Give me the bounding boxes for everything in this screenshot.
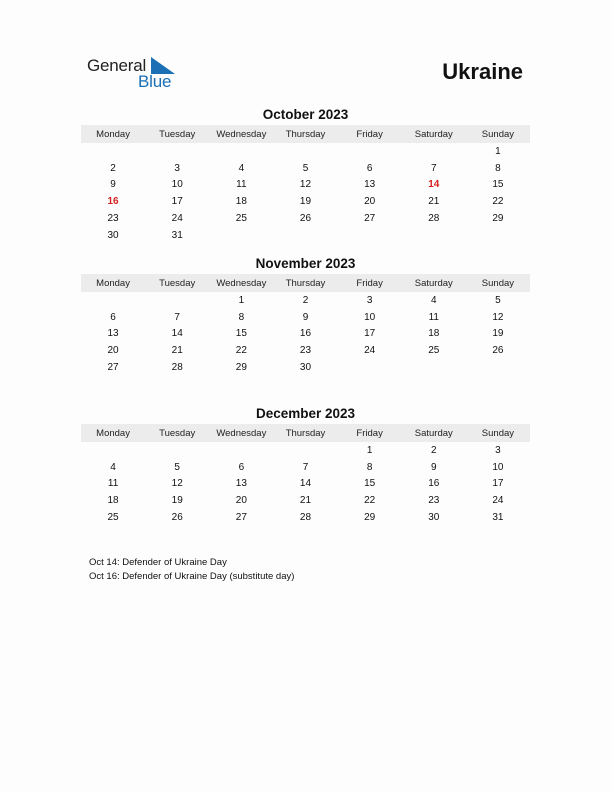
weekday-label: Saturday bbox=[414, 427, 453, 439]
day-cell: 15 bbox=[235, 328, 247, 340]
day-cell: 7 bbox=[302, 461, 309, 473]
week-row bbox=[81, 509, 530, 526]
weekday-label: Friday bbox=[356, 277, 383, 289]
day-cell: 27 bbox=[107, 362, 119, 374]
day-cell: 12 bbox=[171, 478, 183, 490]
weekday-label: Friday bbox=[356, 128, 383, 140]
day-cell: 19 bbox=[492, 328, 504, 340]
month-calendar-december bbox=[81, 404, 530, 526]
day-cell: 7 bbox=[430, 162, 437, 174]
day-cell: 20 bbox=[235, 495, 247, 507]
month-title: November 2023 bbox=[255, 256, 356, 271]
day-cell: 21 bbox=[428, 196, 440, 208]
day-cell: 10 bbox=[364, 311, 376, 323]
weekday-label: Saturday bbox=[414, 277, 453, 289]
day-cell: 8 bbox=[366, 461, 373, 473]
week-row bbox=[81, 492, 530, 509]
day-cell: 24 bbox=[171, 213, 183, 225]
week-row bbox=[81, 359, 530, 376]
day-cell: 21 bbox=[299, 495, 312, 507]
day-cell: 24 bbox=[492, 495, 504, 507]
day-cell: 5 bbox=[302, 162, 309, 174]
day-cell: 14 bbox=[299, 478, 312, 490]
weekday-label: Friday bbox=[356, 427, 383, 439]
holiday-note: Oct 14: Defender of Ukraine Day bbox=[89, 557, 227, 568]
day-cell: 14 bbox=[171, 328, 183, 340]
day-cell: 10 bbox=[492, 461, 504, 473]
day-cell: 11 bbox=[428, 311, 439, 323]
day-cell: 28 bbox=[428, 213, 440, 225]
holiday-notes bbox=[89, 556, 294, 584]
day-cell: 2 bbox=[110, 162, 116, 174]
day-cell: 27 bbox=[364, 213, 376, 225]
day-cell: 15 bbox=[364, 478, 376, 490]
day-cell: 22 bbox=[492, 196, 504, 208]
week-row bbox=[81, 143, 530, 160]
day-cell: 12 bbox=[492, 311, 504, 323]
day-cell: 30 bbox=[428, 512, 440, 524]
weekday-label: Sunday bbox=[481, 427, 515, 439]
day-cell: 15 bbox=[492, 179, 504, 191]
day-cell: 17 bbox=[171, 196, 183, 208]
day-cell: 13 bbox=[107, 328, 119, 340]
day-cell: 2 bbox=[302, 294, 309, 306]
day-cell: 26 bbox=[492, 345, 504, 357]
day-cell: 7 bbox=[174, 311, 180, 323]
weekday-label: Wednesday bbox=[216, 128, 267, 140]
logo-text-blue: Blue bbox=[138, 72, 172, 91]
day-cell: 6 bbox=[110, 311, 116, 323]
day-cell: 17 bbox=[492, 478, 504, 490]
weekday-header-row bbox=[81, 125, 530, 143]
day-cell: 12 bbox=[299, 179, 312, 191]
holiday-note: Oct 16: Defender of Ukraine Day (substitute day) bbox=[89, 571, 295, 582]
day-cell: 13 bbox=[235, 478, 247, 490]
day-cell: 2 bbox=[430, 444, 437, 456]
day-cell: 9 bbox=[110, 179, 116, 191]
weekday-label: Monday bbox=[96, 427, 130, 439]
day-cell: 16 bbox=[299, 328, 312, 340]
day-cell: 31 bbox=[171, 229, 183, 241]
day-cell: 29 bbox=[235, 362, 247, 374]
day-cell: 19 bbox=[171, 495, 183, 507]
day-cell: 18 bbox=[235, 196, 247, 208]
day-cell: 17 bbox=[364, 328, 376, 340]
day-cell: 31 bbox=[492, 512, 504, 524]
month-title: October 2023 bbox=[262, 107, 349, 122]
day-cell: 22 bbox=[235, 345, 247, 357]
day-cell: 1 bbox=[495, 145, 501, 157]
day-cell: 28 bbox=[299, 512, 312, 524]
holiday-day-cell: 14 bbox=[428, 179, 440, 191]
week-row bbox=[81, 476, 530, 493]
generalblue-logo bbox=[87, 56, 187, 92]
weekday-label: Thursday bbox=[285, 128, 326, 140]
day-cell: 27 bbox=[235, 512, 247, 524]
day-cell: 23 bbox=[299, 345, 312, 357]
day-cell: 1 bbox=[238, 294, 245, 306]
week-row bbox=[81, 160, 530, 177]
weekday-label: Monday bbox=[96, 277, 130, 289]
day-cell: 6 bbox=[366, 162, 373, 174]
day-cell: 20 bbox=[107, 345, 119, 357]
day-cell: 18 bbox=[428, 328, 440, 340]
day-cell: 10 bbox=[171, 179, 183, 191]
day-cell: 4 bbox=[430, 294, 437, 306]
week-row bbox=[81, 442, 530, 459]
weekday-header-row bbox=[81, 274, 530, 292]
day-cell: 16 bbox=[428, 478, 440, 490]
day-cell: 26 bbox=[171, 512, 183, 524]
week-row bbox=[81, 459, 530, 476]
day-cell: 4 bbox=[238, 162, 245, 174]
day-cell: 9 bbox=[302, 311, 309, 323]
day-cell: 20 bbox=[364, 196, 376, 208]
day-cell: 24 bbox=[364, 345, 376, 357]
day-cell: 11 bbox=[107, 478, 119, 490]
week-row bbox=[81, 326, 530, 343]
day-cell: 23 bbox=[428, 495, 440, 507]
week-row bbox=[81, 177, 530, 194]
weekday-label: Tuesday bbox=[159, 277, 196, 289]
day-cell: 21 bbox=[171, 345, 183, 357]
day-cell: 25 bbox=[235, 213, 247, 225]
day-cell: 23 bbox=[107, 213, 119, 225]
country-title: Ukraine bbox=[442, 59, 523, 84]
day-cell: 3 bbox=[495, 444, 501, 456]
weekday-label: Saturday bbox=[414, 128, 453, 140]
month-calendar-november bbox=[81, 254, 530, 376]
day-cell: 22 bbox=[364, 495, 376, 507]
weekday-label: Thursday bbox=[285, 277, 326, 289]
weekday-label: Tuesday bbox=[159, 128, 196, 140]
day-cell: 18 bbox=[107, 495, 119, 507]
weekday-label: Thursday bbox=[285, 427, 326, 439]
day-cell: 8 bbox=[495, 162, 501, 174]
day-cell: 3 bbox=[366, 294, 373, 306]
day-cell: 30 bbox=[299, 362, 312, 374]
day-cell: 6 bbox=[238, 461, 245, 473]
week-row bbox=[81, 342, 530, 359]
week-row bbox=[81, 193, 530, 210]
day-cell: 3 bbox=[174, 162, 180, 174]
day-cell: 11 bbox=[236, 179, 247, 191]
holiday-day-cell: 16 bbox=[107, 196, 119, 208]
day-cell: 25 bbox=[107, 512, 119, 524]
day-cell: 8 bbox=[238, 311, 245, 323]
weekday-label: Sunday bbox=[481, 128, 515, 140]
day-cell: 5 bbox=[495, 294, 501, 306]
day-cell: 25 bbox=[428, 345, 440, 357]
day-cell: 26 bbox=[299, 213, 312, 225]
day-cell: 9 bbox=[430, 461, 437, 473]
day-cell: 19 bbox=[299, 196, 312, 208]
weekday-label: Wednesday bbox=[216, 427, 267, 439]
weekday-label: Monday bbox=[96, 128, 130, 140]
day-cell: 28 bbox=[171, 362, 183, 374]
day-cell: 1 bbox=[366, 444, 373, 456]
weekday-label: Sunday bbox=[481, 277, 515, 289]
month-calendar-october bbox=[81, 105, 530, 244]
day-cell: 30 bbox=[107, 229, 119, 241]
week-row bbox=[81, 227, 530, 244]
weekday-header-row bbox=[81, 424, 530, 442]
weekday-label: Wednesday bbox=[216, 277, 267, 289]
week-row bbox=[81, 309, 530, 326]
month-title: December 2023 bbox=[255, 406, 356, 421]
weekday-label: Tuesday bbox=[159, 427, 196, 439]
day-cell: 29 bbox=[492, 213, 504, 225]
logo-text-general: General bbox=[87, 56, 147, 75]
day-cell: 5 bbox=[174, 461, 180, 473]
week-row bbox=[81, 210, 530, 227]
day-cell: 29 bbox=[364, 512, 376, 524]
week-row bbox=[81, 292, 530, 309]
day-cell: 13 bbox=[364, 179, 376, 191]
day-cell: 4 bbox=[110, 461, 116, 473]
